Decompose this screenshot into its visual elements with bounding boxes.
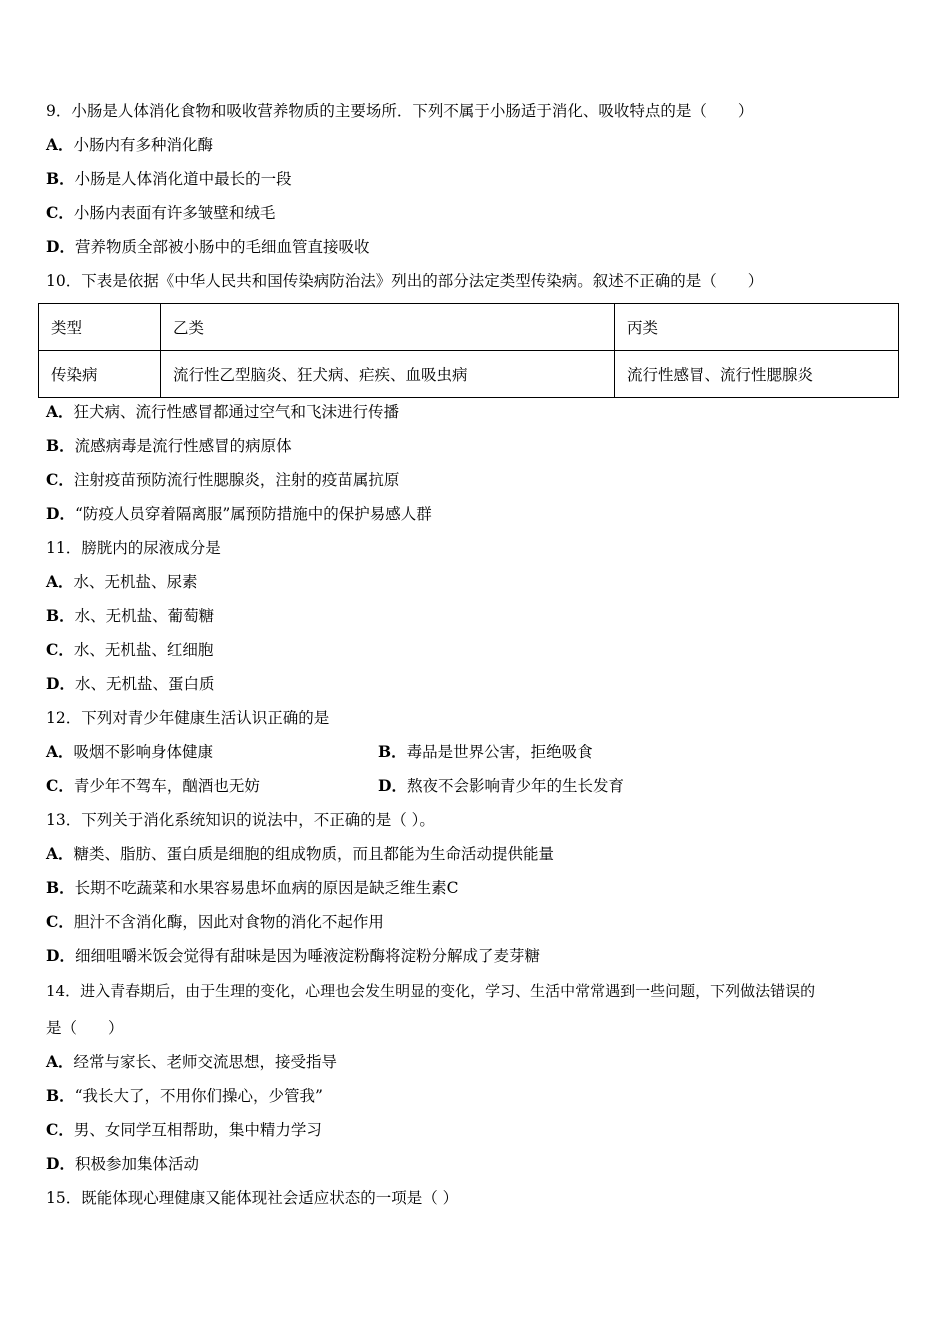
q11-option-d <box>46 673 214 695</box>
option-text: 熬夜不会影响青少年的生长发育 <box>406 777 624 795</box>
option-text: 小肠内有多种消化酶 <box>73 136 214 154</box>
option-label: C． <box>46 470 74 489</box>
table-cell: 类型 <box>39 304 161 351</box>
option-label: A． <box>46 572 74 591</box>
table-header-row <box>39 304 899 351</box>
q13-stem: 13．下列关于消化系统知识的说法中，不正确的是（ ）。 <box>46 811 435 829</box>
q11-option-c <box>46 639 213 661</box>
option-text: 糖类、脂肪、蛋白质是细胞的组成物质，而且都能为生命活动提供能量 <box>73 845 555 863</box>
option-text: 经常与家长、老师交流思想，接受指导 <box>73 1053 338 1071</box>
option-text: 水、无机盐、尿素 <box>73 573 198 591</box>
option-text: 注射疫苗预防流行性腮腺炎，注射的疫苗属抗原 <box>73 471 400 489</box>
option-label: C． <box>46 912 74 931</box>
q9-stem: 9．小肠是人体消化食物和吸收营养物质的主要场所．下列不属于小肠适于消化、吸收特点的是（ ） <box>46 102 754 120</box>
q14-option-d <box>46 1153 199 1175</box>
option-text: “我长大了，不用你们操心，少管我” <box>74 1087 323 1105</box>
q14-stem-line-1: 14．进入青春期后，由于生理的变化，心理也会发生明显的变化，学习、生活中常常遇到一些问题，下列做法错误的 <box>46 982 816 1000</box>
option-text: 小肠内表面有许多皱壁和绒毛 <box>73 204 276 222</box>
option-label: A． <box>46 1052 74 1071</box>
option-label: D． <box>46 504 75 523</box>
option-label: B． <box>46 436 75 455</box>
q10-option-b <box>46 435 292 457</box>
table-row <box>39 351 899 398</box>
option-text: 毒品是世界公害，拒绝吸食 <box>406 743 593 761</box>
q12-stem: 12．下列对青少年健康生活认识正确的是 <box>46 709 330 727</box>
q12-option-b <box>378 741 593 763</box>
option-label: C． <box>46 776 74 795</box>
option-label: A． <box>46 742 74 761</box>
q9-option-a <box>46 134 213 156</box>
q12-option-a <box>46 743 213 761</box>
option-label: D． <box>46 237 75 256</box>
option-text: 流感病毒是流行性感冒的病原体 <box>74 437 292 455</box>
option-label: A． <box>46 135 74 154</box>
table-cell: 丙类 <box>615 304 899 351</box>
option-text: 积极参加集体活动 <box>74 1155 199 1173</box>
option-label: C． <box>46 1120 74 1139</box>
q13-option-b <box>46 877 458 899</box>
q10-option-a <box>46 401 399 423</box>
q12-options-row-1 <box>46 741 906 763</box>
q15-stem: 15．既能体现心理健康又能体现社会适应状态的一项是（ ） <box>46 1189 459 1207</box>
disease-table <box>38 303 899 398</box>
option-label: B． <box>378 742 407 761</box>
table-cell: 流行性感冒、流行性腮腺炎 <box>615 351 899 398</box>
option-label: A． <box>46 402 74 421</box>
q9-option-d <box>46 236 369 258</box>
option-label: D． <box>378 776 407 795</box>
option-text: 水、无机盐、葡萄糖 <box>74 607 215 625</box>
q9-option-c <box>46 202 275 224</box>
option-label: B． <box>46 1086 75 1105</box>
option-text: 长期不吃蔬菜和水果容易患坏血病的原因是缺乏维生素C <box>74 879 459 897</box>
q14-option-a <box>46 1051 337 1073</box>
q14-option-c <box>46 1119 322 1141</box>
q14-stem-line-2: 是（ ） <box>46 1019 124 1037</box>
table-cell: 传染病 <box>39 351 161 398</box>
q12-option-d <box>378 775 624 797</box>
table-cell: 乙类 <box>161 304 615 351</box>
option-text: 水、无机盐、红细胞 <box>73 641 214 659</box>
option-label: C． <box>46 640 74 659</box>
table-cell: 流行性乙型脑炎、狂犬病、疟疾、血吸虫病 <box>161 351 615 398</box>
option-text: 男、女同学互相帮助，集中精力学习 <box>73 1121 322 1139</box>
q11-option-b <box>46 605 214 627</box>
q10-option-c <box>46 469 399 491</box>
q10-option-d <box>46 503 432 525</box>
q12-options-row-2 <box>46 775 906 797</box>
option-label: B． <box>46 878 75 897</box>
q13-option-d <box>46 945 540 967</box>
option-text: 吸烟不影响身体健康 <box>73 743 214 761</box>
q12-option-c <box>46 777 260 795</box>
q10-stem: 10．下表是依据《中华人民共和国传染病防治法》列出的部分法定类型传染病。叙述不正确的是（ ） <box>46 272 764 290</box>
option-label: D． <box>46 674 75 693</box>
q14-option-b <box>46 1085 323 1107</box>
q9-option-b <box>46 168 292 190</box>
q11-option-a <box>46 571 198 593</box>
option-label: D． <box>46 946 75 965</box>
option-label: B． <box>46 606 75 625</box>
option-text: 水、无机盐、蛋白质 <box>74 675 215 693</box>
option-label: B． <box>46 169 75 188</box>
option-label: A． <box>46 844 74 863</box>
q13-option-a <box>46 843 554 865</box>
option-text: 小肠是人体消化道中最长的一段 <box>74 170 292 188</box>
option-text: 狂犬病、流行性感冒都通过空气和飞沫进行传播 <box>73 403 400 421</box>
q13-option-c <box>46 911 384 933</box>
option-label: C． <box>46 203 74 222</box>
option-text: 青少年不驾车，酗酒也无妨 <box>73 777 260 795</box>
option-text: 胆汁不含消化酶，因此对食物的消化不起作用 <box>73 913 384 931</box>
option-text: 细细咀嚼米饭会觉得有甜味是因为唾液淀粉酶将淀粉分解成了麦芽糖 <box>74 947 540 965</box>
option-label: D． <box>46 1154 75 1173</box>
option-text: “防疫人员穿着隔离服”属预防措施中的保护易感人群 <box>74 505 432 523</box>
q11-stem: 11．膀胱内的尿液成分是 <box>46 539 221 557</box>
option-text: 营养物质全部被小肠中的毛细血管直接吸收 <box>74 238 370 256</box>
